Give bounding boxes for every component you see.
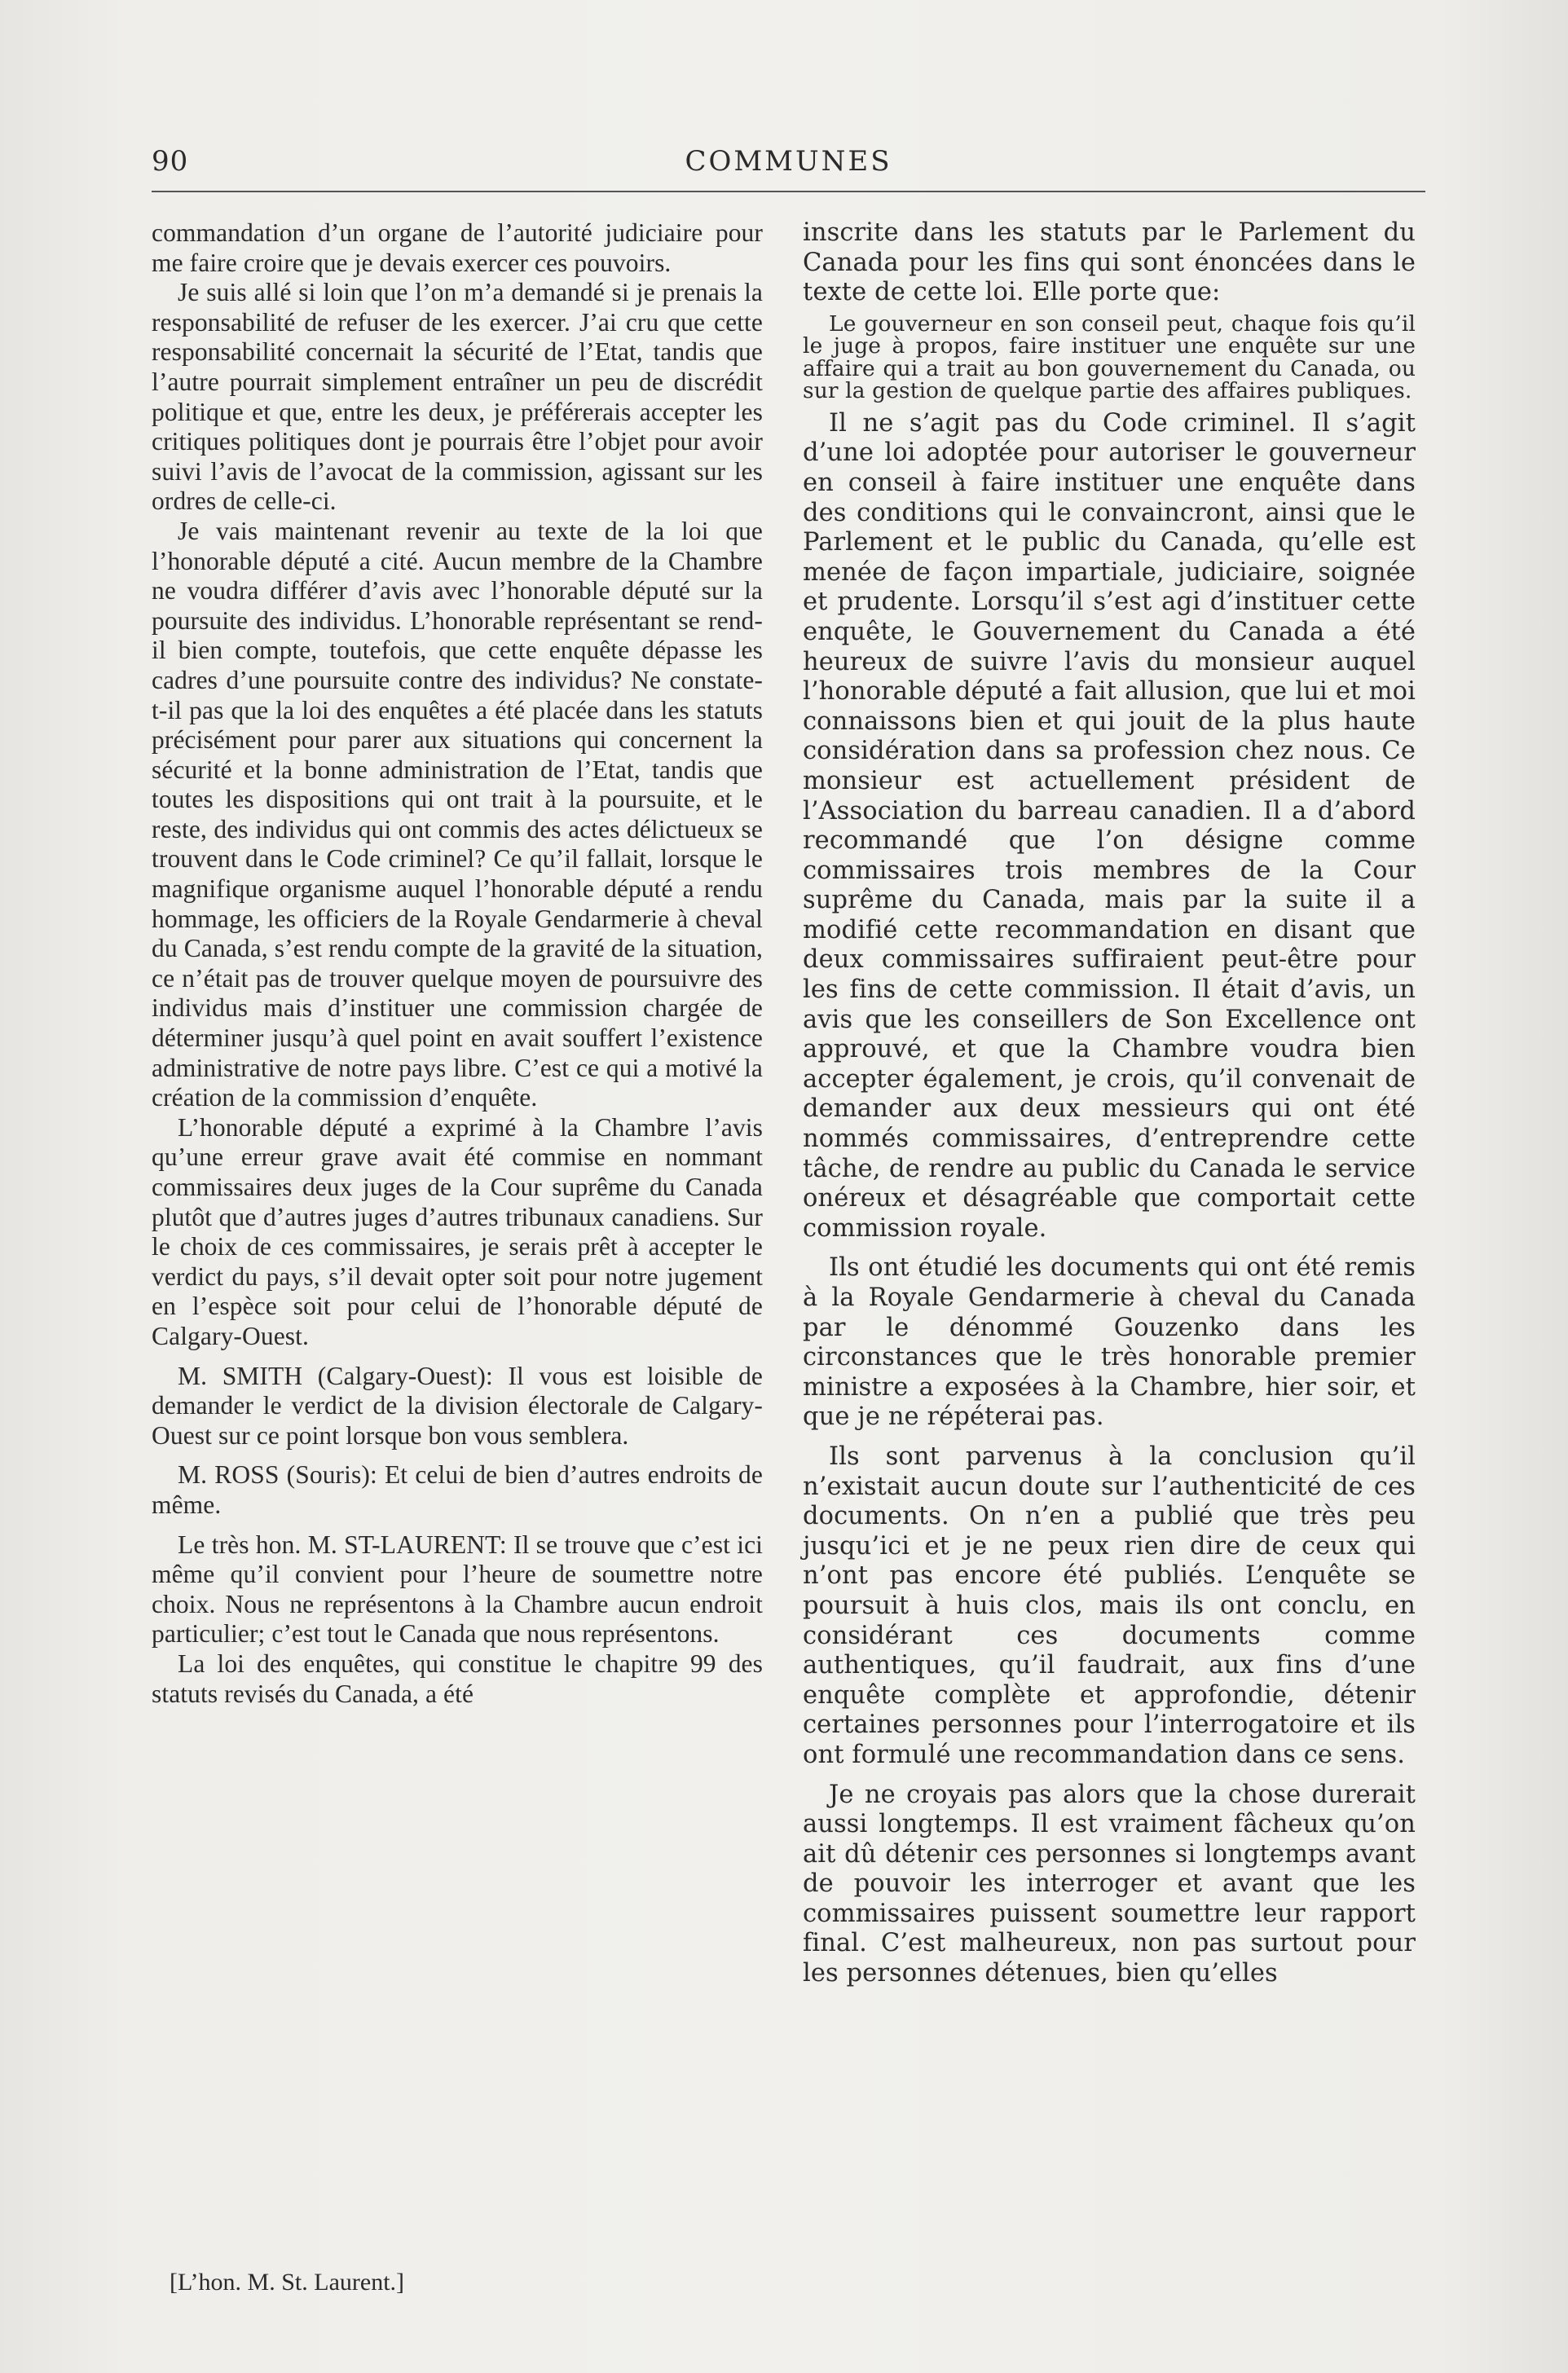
paragraph: inscrite dans les statuts par le Parlement du Canada pour les fins qui sont énoncées dans le texte de cette loi. Elle porte que: <box>803 218 1416 307</box>
paragraph: Je ne croyais pas alors que la chose durerait aussi longtemps. Il est vraiment fâcheux qu’on ait dû détenir ces personnes si longtemps avant de pouvoir les interroger et avant que les commissaires puissent soumettre leur rapport final. C’est malheureux, non pas surtout pour les personnes détenues, bien qu’elles <box>803 1780 1416 1988</box>
paragraph: Je suis allé si loin que l’on m’a demandé si je prenais la responsabilité de refuser de les exercer. J’ai cru que cette responsabilité concernait la sécurité de l’Etat, tandis que l’autre pourrait simplement entraîner un peu de discrédit politique et que, entre les deux, je préférerais accepter les critiques politiques dont je pourrais être l’objet pour avoir suivi l’avis de l’avocat de la commission, agissant sur les ordres de celle-ci. <box>152 278 763 516</box>
speaker-footnote: [L’hon. M. St. Laurent.] <box>170 2269 405 2296</box>
paragraph: commandation d’un organe de l’autorité judiciaire pour me faire croire que je devais exercer ces pouvoirs. <box>152 218 763 277</box>
right-column <box>803 218 1416 1989</box>
speech-st-laurent: Le très hon. M. ST-LAURENT: Il se trouve que c’est ici même qu’il convient pour l’heure de soumettre notre choix. Nous ne représentons à la Chambre aucun endroit particulier; c’est tout le Canada que nous représentons. <box>152 1530 763 1649</box>
paragraph: Ils sont parvenus à la conclusion qu’il n’existait aucun doute sur l’authenticité de ces documents. On n’en a publié que très peu jusqu’ici et je ne peux rien dire de ceux qui n’ont pas encore été publiés. L’enquête se poursuit à huis clos, mais ils ont conclu, en considérant ces documents comme authentiques, qu’il faudrait, aux fins d’une enquête complète et approfondie, détenir certaines personnes pour l’interrogatoire et ils ont formulé une recommandation dans ce sens. <box>803 1442 1416 1769</box>
speech-ross: M. ROSS (Souris): Et celui de bien d’autres endroits de même. <box>152 1460 763 1519</box>
paragraph: Ils ont étudié les documents qui ont été remis à la Royale Gendarmerie à cheval du Canada par le dénommé Gouzenko dans les circonstances que le très honorable premier ministre a exposées à la Chambre, hier soir, et que je ne répéterai pas. <box>803 1253 1416 1432</box>
page-title: COMMUNES <box>685 145 892 178</box>
paragraph: La loi des enquêtes, qui constitue le chapitre 99 des statuts revisés du Canada, a été <box>152 1649 763 1708</box>
header-rule <box>152 191 1425 192</box>
speech-smith: M. SMITH (Calgary-Ouest): Il vous est loisible de demander le verdict de la division électorale de Calgary-Ouest sur ce point lorsque bon vous semblera. <box>152 1361 763 1450</box>
block-quote: Le gouverneur en son conseil peut, chaque fois qu’il le juge à propos, faire instituer une enquête sur une affaire qui a trait au bon gouvernement du Canada, ou sur la gestion de quelque partie des affaires publiques. <box>803 310 1416 404</box>
paragraph: Je vais maintenant revenir au texte de la loi que l’honorable député a cité. Aucun membre de la Chambre ne voudra différer d’avis avec l’honorable député sur la poursuite des individus. L’honorable représentant se rend-il bien compte, toutefois, que cette enquête dépasse les cadres d’une poursuite contre des individus? Ne constate-t-il pas que la loi des enquêtes a été placée dans les statuts précisément pour parer aux situations qui concernent la sécurité et la bonne administration de l’Etat, tandis que toutes les dispositions qui ont trait à la poursuite, et le reste, des individus qui ont commis des actes délictueux se trouvent dans le Code criminel? Ce qu’il fallait, lorsque le magnifique organisme auquel l’honorable député a rendu hommage, les officiers de la Royale Gendarmerie à cheval du Canada, s’est rendu compte de la gravité de la situation, ce n’était pas de trouver quelque moyen de poursuivre des individus mais d’instituer une commission chargée de déterminer jusqu’à quel point en avait souffert l’existence administrative de notre pays libre. C’est ce qui a motivé la création de la commission d’enquête. <box>152 516 763 1112</box>
paragraph: Il ne s’agit pas du Code criminel. Il s’agit d’une loi adoptée pour autoriser le gouverneur en conseil à faire instituer une enquête dans des conditions qui le convaincront, ainsi que le Parlement et le public du Canada, qu’elle est menée de façon impartiale, judiciaire, soignée et prudente. Lorsqu’il s’est agi d’instituer cette enquête, le Gouvernement du Canada a été heureux de suivre l’avis du monsieur auquel l’honorable député a fait allusion, que lui et moi connaissons bien et qui jouit de la plus haute considération dans sa profession chez nous. Ce monsieur est actuellement président de l’Association du barreau canadien. Il a d’abord recommandé que l’on désigne comme commissaires trois membres de la Cour suprême du Canada, mais par la suite il a modifié cette recommandation en disant que deux commissaires suffiraient peut-être pour les fins de cette commission. Il était d’avis, un avis que les conseillers de Son Excellence ont approuvé, et que la Chambre voudra bien accepter également, je crois, qu’il convenait de demander aux deux messieurs qui ont été nommés commissaires, d’entreprendre cette tâche, de rendre au public du Canada le service onéreux et désagréable que comportait cette commission royale. <box>803 408 1416 1243</box>
running-head <box>152 145 1425 186</box>
page-number: 90 <box>152 145 189 178</box>
left-column <box>152 218 763 1709</box>
paragraph: L’honorable député a exprimé à la Chambre l’avis qu’une erreur grave avait été commise en nommant commissaires deux juges de la Cour suprême du Canada plutôt que d’autres juges d’autres tribunaux canadiens. Sur le choix de ces commissaires, je serais prêt à accepter le verdict du pays, s’il devait opter soit pour notre jugement en l’espèce soit pour celui de l’honorable député de Calgary-Ouest. <box>152 1112 763 1350</box>
